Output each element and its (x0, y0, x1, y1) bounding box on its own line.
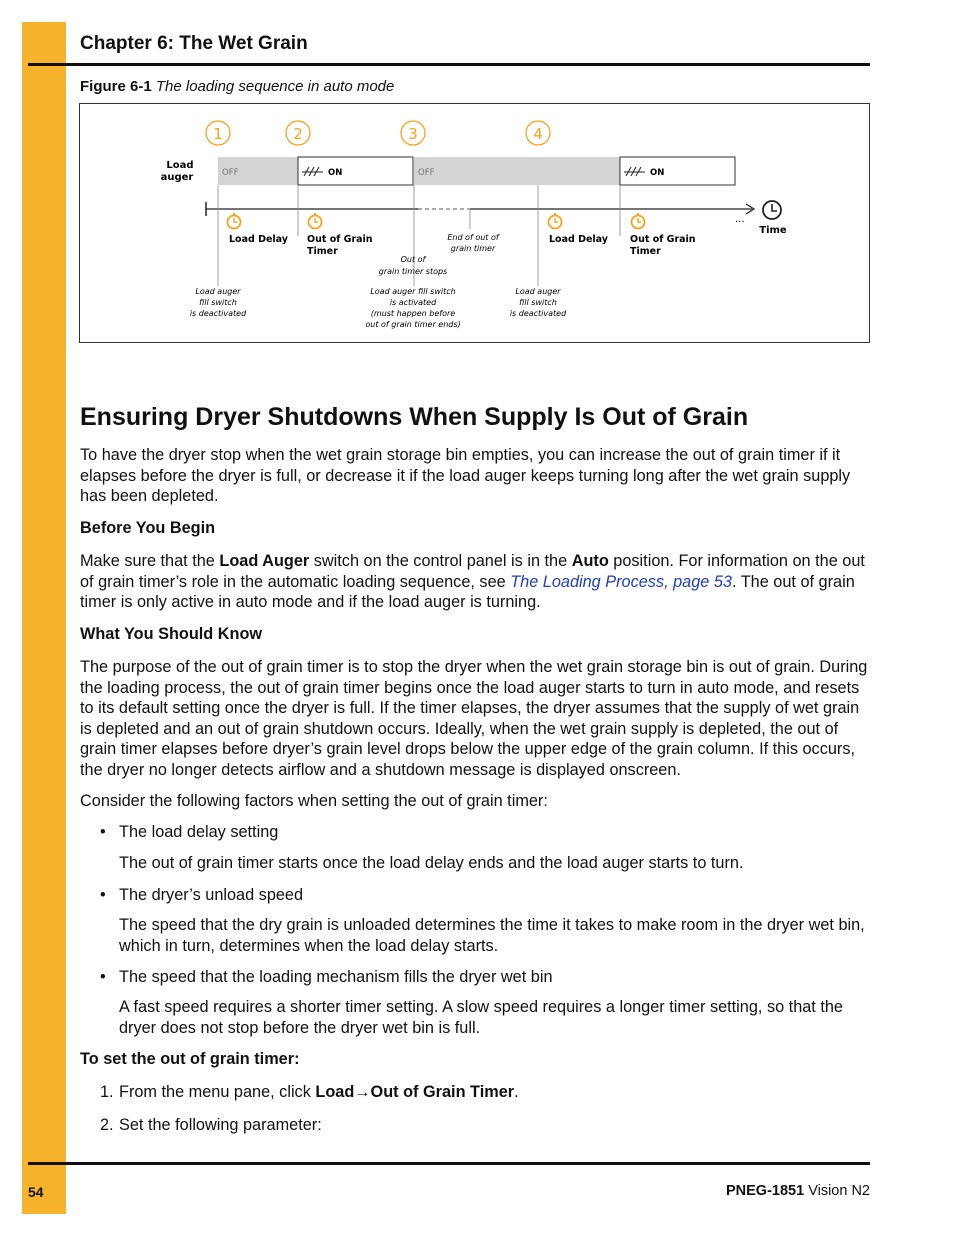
note-left-3: is deactivated (189, 309, 247, 318)
timer-stops-note-1: Out of (400, 255, 426, 264)
timer-label-load-delay-1: Load Delay (229, 234, 288, 245)
before-paragraph: Make sure that the Load Auger switch on the control panel is in the Auto position. For information on the out of grain timer’s role in the automatic loading sequence, see The Loading Process, page 53. The out of grain timer is only active in auto mode and if the load auger is turning. (80, 552, 865, 611)
know-heading: What You Should Know (80, 625, 263, 643)
menu-path: Load→Out of Grain Timer (315, 1083, 515, 1101)
chapter-sidebar-bar (22, 22, 66, 1214)
note-right-2: fill switch (519, 298, 557, 307)
procedure-step-1: 1. From the menu pane, click Load→Out of Grain Timer. (100, 1083, 519, 1101)
svg-text:1: 1 (213, 125, 223, 143)
end-timer-note-1: End of out of (447, 233, 499, 242)
step-circle-1 (206, 121, 230, 145)
timer-label-load-delay-2: Load Delay (549, 234, 608, 245)
factor-text: The speed that the dry grain is unloaded determines the time it takes to make room in the dryer wet bin, which in turn, determines when the load delay starts. (119, 916, 865, 955)
timer-label-oog-1b: Timer (307, 246, 338, 257)
timer-label-oog-1a: Out of Grain (307, 234, 373, 245)
sequence-diagram (80, 104, 869, 342)
figure-label: Figure 6-1 (80, 78, 152, 95)
auto-term: Auto (571, 552, 609, 570)
page-number: 54 (28, 1184, 44, 1200)
time-ellipsis: ... (735, 214, 745, 225)
note-left-2: fill switch (199, 298, 237, 307)
load-auger-term: Load Auger (219, 552, 310, 570)
time-label: Time (759, 225, 787, 236)
stopwatch-icon (549, 213, 562, 229)
step-circle-2 (286, 121, 310, 145)
factor-bullet: • The speed that the loading mechanism fills the dryer wet bin (100, 968, 553, 986)
figure-caption (80, 78, 394, 95)
footer-rule (28, 1162, 870, 1165)
note-mid-2: is activated (389, 298, 437, 307)
factor-bullet: • The dryer’s unload speed (100, 886, 304, 904)
figure-caption-text: The loading sequence in auto mode (155, 78, 395, 95)
factor-title: The load delay setting (119, 823, 279, 841)
svg-text:3: 3 (408, 125, 418, 143)
procedure-step-2: 2. Set the following parameter: (100, 1116, 322, 1134)
svg-text:ON: ON (650, 168, 665, 178)
timer-stops-note-2: grain timer stops (378, 267, 448, 276)
note-mid-1: Load auger fill switch (370, 287, 456, 296)
stopwatch-icon (309, 213, 322, 229)
consider-paragraph: Consider the following factors when setting the out of grain timer: (80, 792, 548, 810)
chapter-title: Chapter 6: The Wet Grain (80, 33, 308, 54)
timer-label-oog-2a: Out of Grain (630, 234, 696, 245)
factor-title: The dryer’s unload speed (119, 886, 304, 904)
svg-text:2: 2 (293, 125, 303, 143)
footer-doc-id: PNEG-1851 Vision N2 (725, 1183, 870, 1199)
loading-sequence-figure (79, 103, 870, 343)
clock-icon (763, 201, 781, 219)
stopwatch-icon (228, 213, 241, 229)
svg-text:ON: ON (328, 168, 343, 178)
factor-text: A fast speed requires a shorter timer setting. A slow speed requires a longer timer setting, so that the dryer does not stop before the dryer wet bin is full. (119, 998, 843, 1037)
svg-text:4: 4 (533, 125, 543, 143)
end-timer-note-2: grain timer (450, 244, 496, 253)
bar-off-2 (414, 157, 620, 185)
bar-on-1 (298, 157, 413, 185)
step-circle-3 (401, 121, 425, 145)
row-label-load: Load (166, 160, 194, 171)
before-heading: Before You Begin (80, 519, 216, 537)
procedure-heading: To set the out of grain timer: (80, 1050, 300, 1068)
note-right-3: is deactivated (509, 309, 567, 318)
factor-title: The speed that the loading mechanism fills the dryer wet bin (119, 968, 553, 986)
stopwatch-icon (632, 213, 645, 229)
factor-text: The out of grain timer starts once the load delay ends and the load auger starts to turn. (119, 854, 744, 872)
know-paragraph: The purpose of the out of grain timer is to stop the dryer when the wet grain storage bin is out of grain. During the loading process, the out of grain timer begins once the load auger starts to turn in auto mode, and resets to its default setting once the dryer is full. If the timer elapses, the dryer assumes that the supply of wet grain is depleted and an out of grain shutdown occurs. Ideally, when the wet grain supply is depleted, the out of grain timer elapses before dryer’s grain level drops below the upper edge of the grain column. If this occurs, the dryer no longer detects airflow and a shutdown message is displayed onscreen. (80, 658, 868, 779)
loading-process-link[interactable]: The Loading Process, page 53 (510, 572, 732, 591)
svg-text:OFF: OFF (418, 168, 435, 178)
note-right-1: Load auger (515, 287, 561, 296)
note-mid-3: (must happen before (370, 309, 456, 318)
note-left-1: Load auger (195, 287, 241, 296)
note-mid-4: out of grain timer ends) (365, 320, 461, 329)
factor-bullet: • The load delay setting (100, 823, 279, 841)
intro-paragraph: To have the dryer stop when the wet grain storage bin empties, you can increase the out of grain timer if it elapses before the dryer is full, or decrease it if the load auger keeps turning long after the wet grain supply has been depleted. (80, 446, 851, 505)
section-title: Ensuring Dryer Shutdowns When Supply Is Out of Grain (80, 403, 749, 431)
row-label-auger: auger (160, 172, 194, 183)
step-circle-4 (526, 121, 550, 145)
bar-on-2 (620, 157, 735, 185)
timer-label-oog-2b: Timer (630, 246, 661, 257)
header-rule (28, 63, 870, 66)
svg-text:OFF: OFF (222, 168, 239, 178)
